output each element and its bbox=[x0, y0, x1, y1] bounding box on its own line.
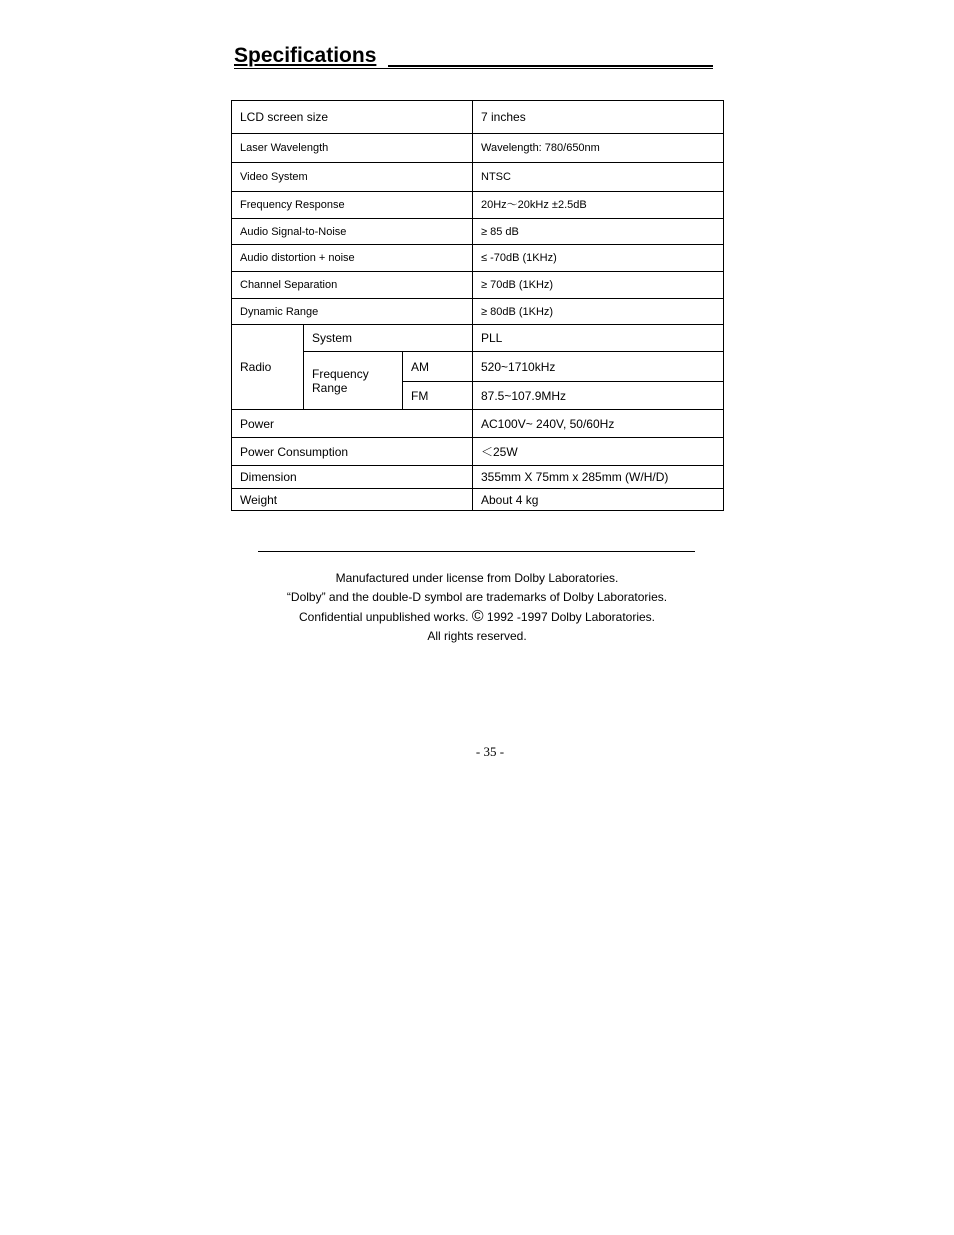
trademark-line: “Dolby” and the double-D symbol are trademarks of Dolby Laboratories. bbox=[286, 590, 668, 604]
spec-value: AC100V~ 240V, 50/60Hz bbox=[473, 410, 724, 438]
page-title: Specifications bbox=[234, 44, 377, 67]
spec-label: Channel Separation bbox=[232, 272, 473, 299]
spec-label: Weight bbox=[232, 489, 473, 511]
table-row bbox=[232, 101, 724, 134]
table-row bbox=[232, 192, 724, 219]
spec-value: ≥ 80dB (1KHz) bbox=[473, 299, 724, 325]
spec-label: Laser Wavelength bbox=[232, 134, 473, 163]
table-row bbox=[232, 325, 724, 352]
spec-value: ≥ 70dB (1KHz) bbox=[473, 272, 724, 299]
table-row bbox=[232, 410, 724, 438]
table-row bbox=[232, 438, 724, 466]
radio-system-label: System bbox=[304, 325, 473, 352]
spec-label: LCD screen size bbox=[232, 101, 473, 134]
copyright-prefix: Confidential unpublished works. bbox=[298, 610, 472, 624]
table-row bbox=[232, 134, 724, 163]
license-line: Manufactured under license from Dolby Laboratories. bbox=[335, 571, 619, 585]
copyright-icon: © bbox=[471, 608, 484, 625]
table-row bbox=[232, 163, 724, 192]
radio-label: Radio bbox=[232, 325, 304, 410]
rights-line: All rights reserved. bbox=[427, 629, 527, 643]
table-row bbox=[232, 489, 724, 511]
spec-label: Power Consumption bbox=[232, 438, 473, 466]
table-row bbox=[232, 219, 724, 245]
radio-fm-value: 87.5~107.9MHz bbox=[473, 382, 724, 410]
table-row bbox=[232, 466, 724, 489]
table-row bbox=[232, 245, 724, 272]
copyright-suffix: 1992 -1997 Dolby Laboratories. bbox=[483, 610, 656, 624]
spec-value: NTSC bbox=[473, 163, 724, 192]
table-row bbox=[232, 299, 724, 325]
radio-frequency-range-label: Frequency Range bbox=[304, 352, 403, 410]
spec-label: Audio Signal-to-Noise bbox=[232, 219, 473, 245]
radio-system-value: PLL bbox=[473, 325, 724, 352]
specifications-table bbox=[231, 100, 724, 511]
spec-label: Video System bbox=[232, 163, 473, 192]
spec-value: 355mm X 75mm x 285mm (W/H/D) bbox=[473, 466, 724, 489]
radio-fm-label: FM bbox=[403, 382, 473, 410]
spec-label: Dynamic Range bbox=[232, 299, 473, 325]
spec-value: About 4 kg bbox=[473, 489, 724, 511]
radio-am-label: AM bbox=[403, 352, 473, 382]
radio-am-value: 520~1710kHz bbox=[473, 352, 724, 382]
spec-label: Dimension bbox=[232, 466, 473, 489]
title-underline-rule-thin bbox=[234, 68, 713, 69]
page-number: - 35 - bbox=[475, 744, 505, 759]
footer-divider bbox=[258, 551, 695, 552]
spec-label: Power bbox=[232, 410, 473, 438]
dolby-license-notice bbox=[0, 569, 954, 646]
spec-label: Frequency Response bbox=[232, 192, 473, 219]
table-row bbox=[232, 272, 724, 299]
title-underline-rule bbox=[388, 65, 713, 67]
spec-value: 20Hz～20kHz ±2.5dB bbox=[473, 192, 724, 219]
spec-value: Wavelength: 780/650nm bbox=[473, 134, 724, 163]
spec-value: ≤ -70dB (1KHz) bbox=[473, 245, 724, 272]
copyright-line bbox=[0, 607, 954, 627]
spec-label: Audio distortion + noise bbox=[232, 245, 473, 272]
spec-value: ＜25W bbox=[473, 438, 724, 466]
table-row bbox=[232, 352, 724, 382]
spec-value: ≥ 85 dB bbox=[473, 219, 724, 245]
spec-value: 7 inches bbox=[473, 101, 724, 134]
